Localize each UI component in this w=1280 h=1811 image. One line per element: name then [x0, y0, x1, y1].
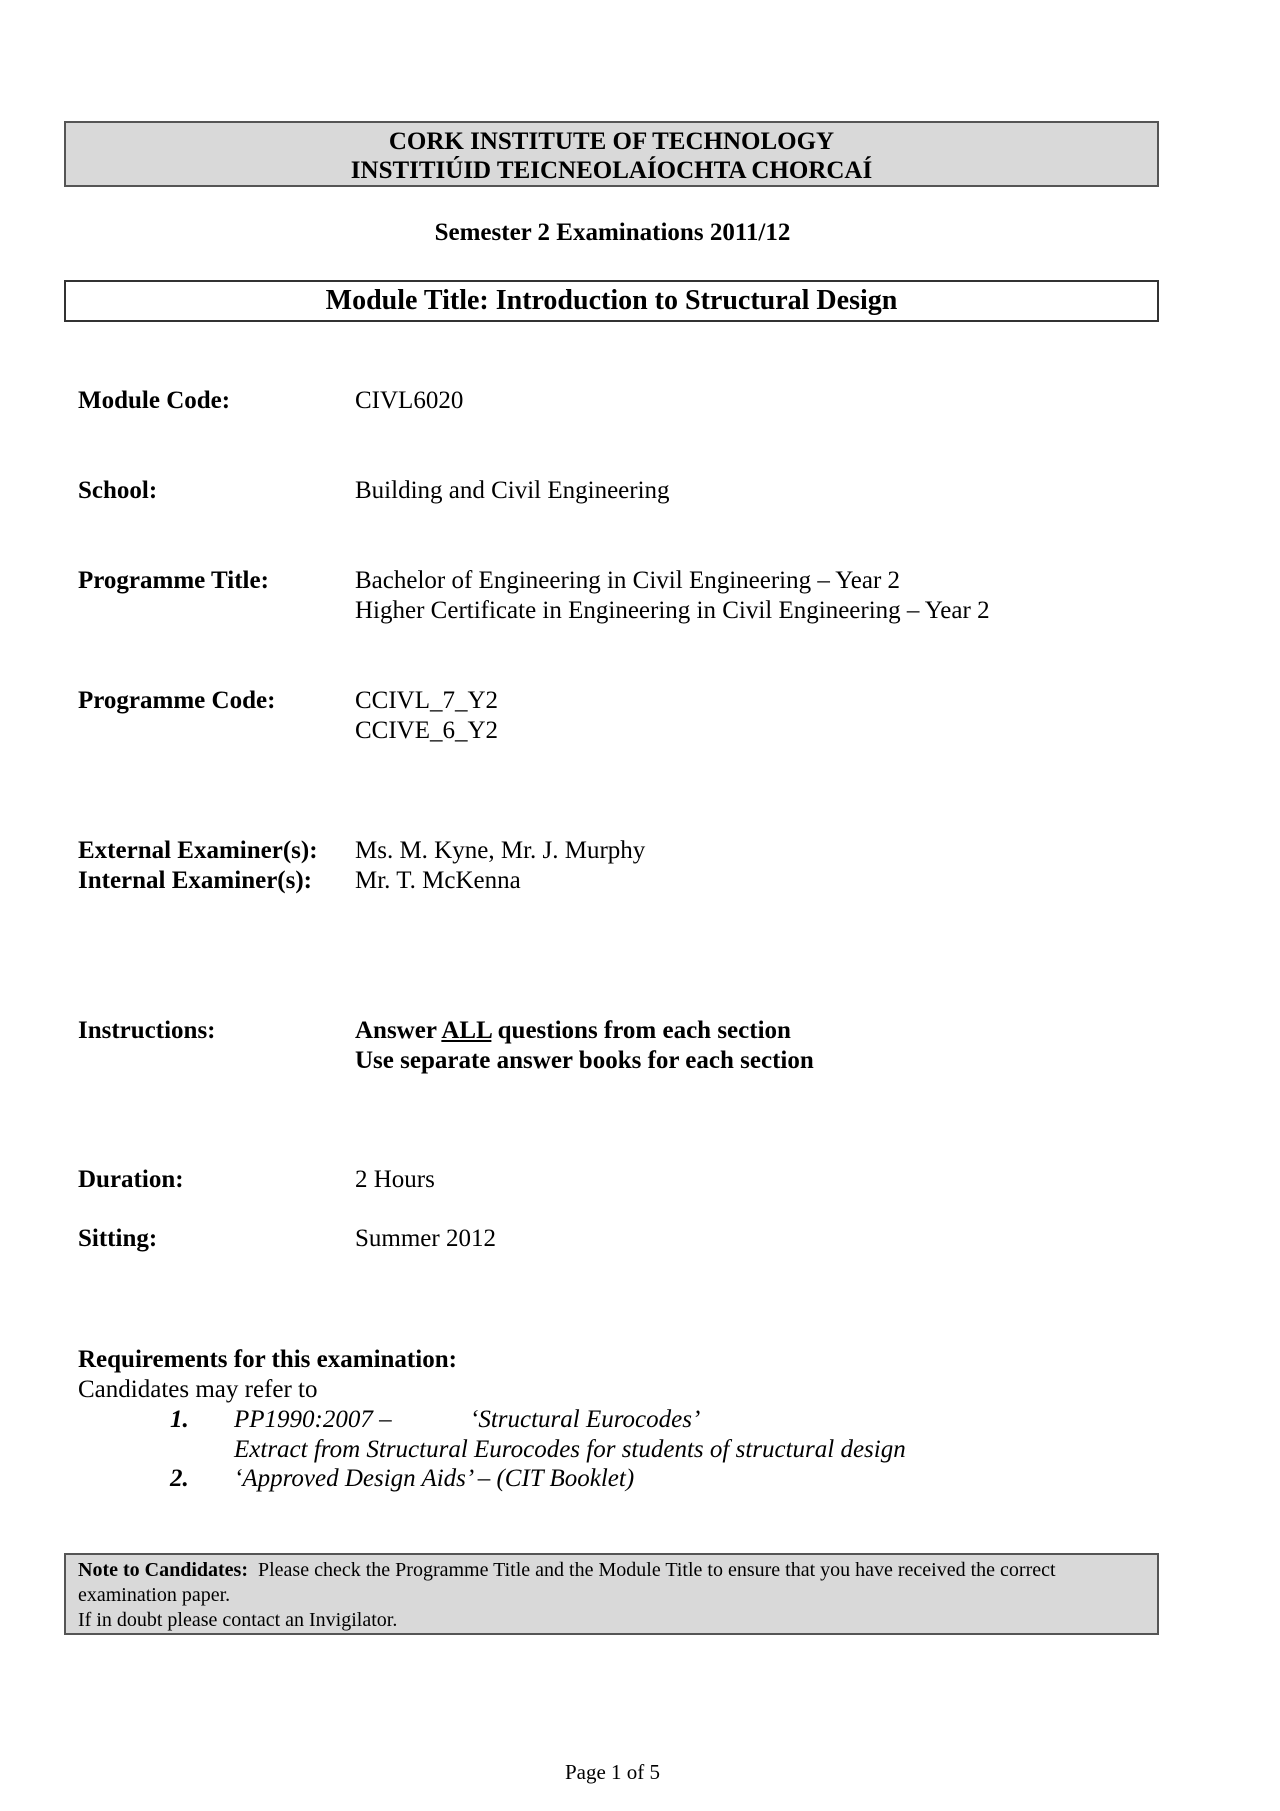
requirement-1-detail: Extract from Structural Eurocodes for students of structural design [234, 1436, 906, 1463]
sitting-label: Sitting: [78, 1225, 158, 1252]
requirement-2-number: 2. [170, 1465, 189, 1492]
note-label: Note to Candidates: [78, 1559, 248, 1581]
programme-title-line-1: Bachelor of Engineering in Civil Engineering – Year 2 [355, 567, 901, 594]
module-title: Module Title: Introduction to Structural Design [64, 280, 1159, 322]
duration-value: 2 Hours [355, 1166, 435, 1193]
programme-code-line-1: CCIVL_7_Y2 [355, 687, 499, 714]
external-examiners-value: Ms. M. Kyne, Mr. J. Murphy [355, 837, 646, 864]
programme-title-line-2: Higher Certificate in Engineering in Civil Engineering – Year 2 [355, 597, 990, 624]
institute-header-box [64, 121, 1159, 187]
requirements-intro: Candidates may refer to [78, 1376, 318, 1403]
note-text: Please check the Programme Title and the Module Title to ensure that you have received the correct examination paper. [78, 1559, 1056, 1606]
requirement-1-name: ‘Structural Eurocodes’ [470, 1406, 701, 1433]
programme-code-line-2: CCIVE_6_Y2 [355, 717, 499, 744]
programme-code-label: Programme Code: [78, 687, 276, 714]
programme-title-label: Programme Title: [78, 567, 269, 594]
external-examiners-label: External Examiner(s): [78, 837, 318, 864]
school-value: Building and Civil Engineering [355, 477, 670, 504]
requirements-title: Requirements for this examination: [78, 1346, 457, 1373]
module-code-value: CIVL6020 [355, 387, 464, 414]
instructions-label: Instructions: [78, 1017, 216, 1044]
requirement-2-reference: ‘Approved Design Aids’ – (CIT Booklet) [234, 1465, 635, 1492]
note-paragraph [78, 1558, 1145, 1608]
duration-label: Duration: [78, 1166, 184, 1193]
semester-heading: Semester 2 Examinations 2011/12 [434, 219, 791, 246]
requirement-1-reference: PP1990:2007 – [234, 1406, 392, 1433]
school-label: School: [78, 477, 158, 504]
internal-examiners-value: Mr. T. McKenna [355, 867, 521, 894]
page-number: Page 1 of 5 [564, 1760, 661, 1784]
instructions-line-2: Use separate answer books for each section [355, 1047, 814, 1074]
institute-name-english: CORK INSTITUTE OF TECHNOLOGY [388, 128, 835, 155]
note-to-candidates-box [64, 1553, 1159, 1635]
instructions-emphasis: ALL [441, 1017, 492, 1044]
instructions-line-1: Answer ALL questions from each section [355, 1017, 791, 1044]
internal-examiners-label: Internal Examiner(s): [78, 867, 312, 894]
sitting-value: Summer 2012 [355, 1225, 496, 1252]
requirement-1-number: 1. [170, 1406, 189, 1433]
module-code-label: Module Code: [78, 387, 231, 414]
institute-name-irish: INSTITIÚID TEICNEOLAÍOCHTA CHORCAÍ [350, 157, 873, 184]
note-line-2: If in doubt please contact an Invigilator. [78, 1609, 398, 1631]
